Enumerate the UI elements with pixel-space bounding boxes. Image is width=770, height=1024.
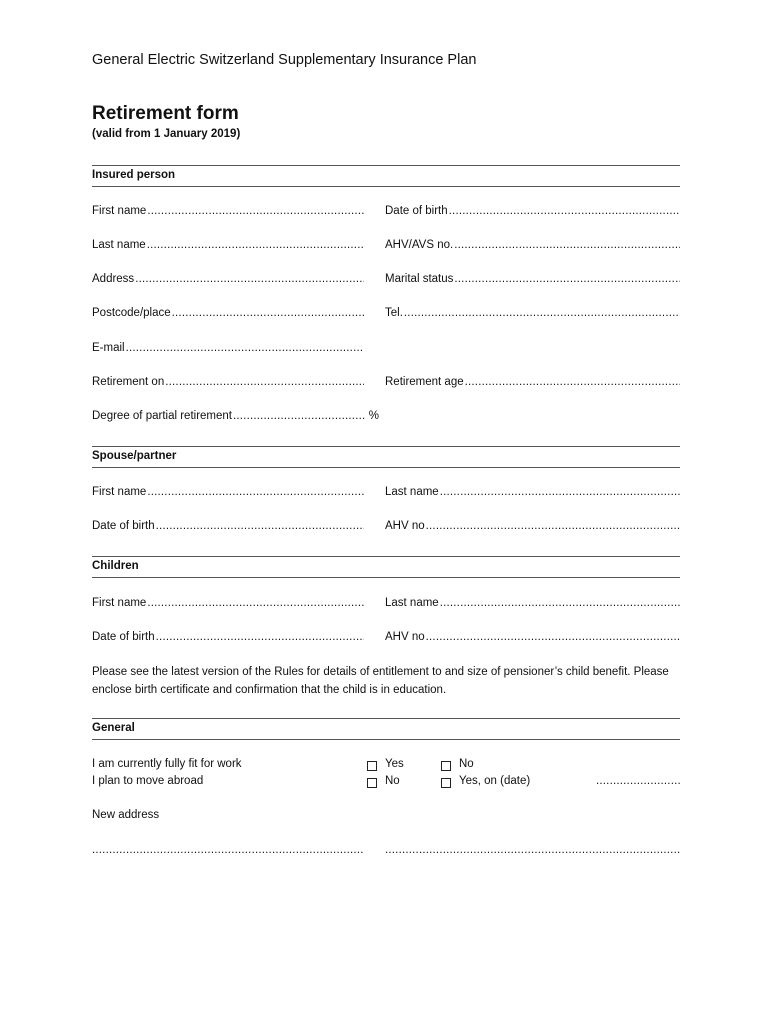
form-title: Retirement form bbox=[92, 103, 239, 124]
new-address-line-left[interactable] bbox=[92, 844, 364, 856]
date-of-birth-label: Date of birth bbox=[92, 631, 155, 643]
email-field[interactable] bbox=[92, 342, 364, 354]
spouse-ahv-field[interactable] bbox=[385, 520, 680, 532]
ahv-avs-field[interactable] bbox=[385, 239, 680, 251]
fill-line[interactable] bbox=[233, 410, 366, 422]
child-date-of-birth-field[interactable] bbox=[92, 631, 364, 643]
partial-retirement-field[interactable] bbox=[92, 410, 379, 422]
abroad-yes-checkbox[interactable] bbox=[441, 778, 451, 788]
ahv-avs-label: AHV/AVS no. bbox=[385, 239, 454, 251]
fill-line[interactable] bbox=[465, 376, 680, 388]
ahv-label: AHV no bbox=[385, 631, 425, 643]
last-name-label: Last name bbox=[92, 239, 146, 251]
fill-line[interactable] bbox=[449, 205, 680, 217]
fit-no-label: No bbox=[459, 758, 474, 770]
fill-line[interactable] bbox=[404, 307, 680, 319]
section-general bbox=[92, 718, 680, 740]
partial-retirement-label: Degree of partial retirement bbox=[92, 410, 232, 422]
retirement-age-label: Retirement age bbox=[385, 376, 464, 388]
tel-field[interactable] bbox=[385, 307, 680, 319]
new-address-line-right[interactable] bbox=[385, 844, 680, 856]
abroad-no-label: No bbox=[385, 775, 400, 787]
spouse-last-name-field[interactable] bbox=[385, 486, 680, 498]
fit-no-checkbox[interactable] bbox=[441, 761, 451, 771]
email-label: E-mail bbox=[92, 342, 125, 354]
new-address-label: New address bbox=[92, 809, 160, 821]
fill-line[interactable] bbox=[172, 307, 364, 319]
marital-status-label: Marital status bbox=[385, 273, 454, 285]
first-name-label: First name bbox=[92, 205, 147, 217]
fill-line[interactable] bbox=[454, 273, 680, 285]
section-heading: Children bbox=[92, 560, 139, 572]
fill-line[interactable] bbox=[156, 631, 364, 643]
fill-line[interactable] bbox=[126, 342, 364, 354]
abroad-date-fill-line[interactable] bbox=[596, 775, 680, 787]
fill-line[interactable] bbox=[147, 486, 364, 498]
first-name-field[interactable] bbox=[92, 205, 364, 217]
fill-line[interactable] bbox=[147, 205, 364, 217]
address-field[interactable] bbox=[92, 273, 364, 285]
section-spouse-partner bbox=[92, 446, 680, 468]
tel-label: Tel. bbox=[385, 307, 403, 319]
retirement-on-field[interactable] bbox=[92, 376, 364, 388]
postcode-place-field[interactable] bbox=[92, 307, 364, 319]
fill-line[interactable] bbox=[156, 520, 364, 532]
fill-line[interactable] bbox=[440, 597, 680, 609]
date-of-birth-label: Date of birth bbox=[92, 520, 155, 532]
abroad-yes-date-label: Yes, on (date) bbox=[459, 775, 531, 787]
fit-yes-label: Yes bbox=[385, 758, 404, 770]
section-heading: Spouse/partner bbox=[92, 450, 177, 462]
first-name-label: First name bbox=[92, 597, 147, 609]
fit-for-work-label: I am currently fully fit for work bbox=[92, 758, 242, 770]
plan-title: General Electric Switzerland Supplementary Insurance Plan bbox=[92, 52, 477, 68]
fill-line[interactable] bbox=[440, 486, 680, 498]
postcode-place-label: Postcode/place bbox=[92, 307, 171, 319]
ahv-label: AHV no bbox=[385, 520, 425, 532]
child-last-name-field[interactable] bbox=[385, 597, 680, 609]
retirement-on-label: Retirement on bbox=[92, 376, 165, 388]
address-label: Address bbox=[92, 273, 135, 285]
fill-line[interactable] bbox=[426, 631, 680, 643]
children-note: Please see the latest version of the Rules for details of entitlement to and size of pensioner’s child benefit. Please enclose birth certificate and confirmation that the child is in education. bbox=[92, 666, 669, 696]
retirement-age-field[interactable] bbox=[385, 376, 680, 388]
last-name-field[interactable] bbox=[92, 239, 364, 251]
last-name-label: Last name bbox=[385, 597, 439, 609]
spouse-first-name-field[interactable] bbox=[92, 486, 364, 498]
move-abroad-label: I plan to move abroad bbox=[92, 775, 204, 787]
section-insured-person bbox=[92, 165, 680, 187]
first-name-label: First name bbox=[92, 486, 147, 498]
fit-yes-checkbox[interactable] bbox=[367, 761, 377, 771]
abroad-no-checkbox[interactable] bbox=[367, 778, 377, 788]
fill-line[interactable] bbox=[426, 520, 680, 532]
date-of-birth-field[interactable] bbox=[385, 205, 680, 217]
percent-sign: % bbox=[368, 410, 379, 422]
section-heading: Insured person bbox=[92, 169, 176, 181]
fill-line[interactable] bbox=[165, 376, 364, 388]
section-children bbox=[92, 556, 680, 578]
last-name-label: Last name bbox=[385, 486, 439, 498]
marital-status-field[interactable] bbox=[385, 273, 680, 285]
fill-line[interactable] bbox=[147, 597, 364, 609]
date-of-birth-label: Date of birth bbox=[385, 205, 448, 217]
fill-line[interactable] bbox=[135, 273, 364, 285]
spouse-date-of-birth-field[interactable] bbox=[92, 520, 364, 532]
section-heading: General bbox=[92, 722, 135, 734]
form-subtitle: (valid from 1 January 2019) bbox=[92, 128, 241, 140]
fill-line[interactable] bbox=[147, 239, 364, 251]
child-first-name-field[interactable] bbox=[92, 597, 364, 609]
child-ahv-field[interactable] bbox=[385, 631, 680, 643]
fill-line[interactable] bbox=[454, 239, 680, 251]
